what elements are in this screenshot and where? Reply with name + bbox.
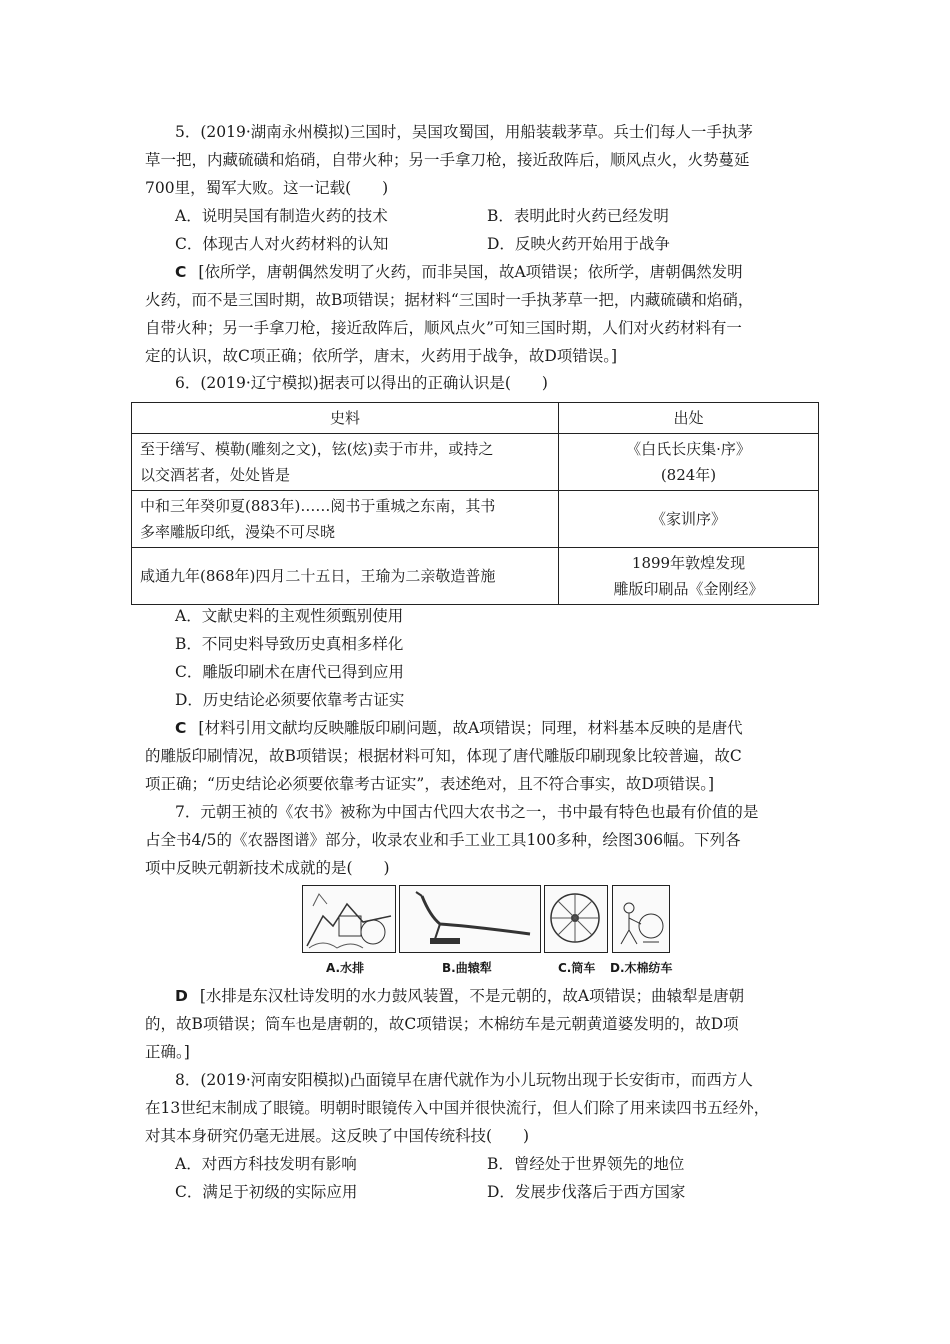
farm-tools-figure — [302, 885, 673, 977]
q5-explanation-line-1: C [依所学，唐朝偶然发明了火药，而非吴国，故A项错误；依所学，唐朝偶然发明 — [175, 263, 743, 281]
q5-option-b: B．表明此时火药已经发明 — [487, 207, 669, 225]
table-header-row — [132, 403, 819, 434]
table-header-origin: 出处 — [559, 403, 819, 434]
q8-stem-line-2: 在13世纪末制成了眼镜。明朝时眼镜传入中国并很快流行，但人们除了用来读四书五经外， — [145, 1099, 770, 1117]
table-cell-source: 《白氏长庆集·序》 (824年) — [559, 434, 819, 491]
q5-stem-line-1: 5．(2019·湖南永州模拟)三国时，吴国攻蜀国，用船装载茅草。兵士们每人一手执茅 — [175, 123, 753, 141]
q5-option-d: D．反映火药开始用于战争 — [487, 235, 670, 253]
q7-stem-line-1: 7．元朝王祯的《农书》被称为中国古代四大农书之一，书中最有特色也最有价值的是 — [175, 803, 759, 821]
tube-wheel-illustration — [544, 885, 608, 953]
figure-caption-d: D.木棉纺车 — [610, 961, 673, 975]
q5-explanation-line-4: 定的认识，故C项正确；依所学，唐末，火药用于战争，故D项错误。] — [145, 347, 618, 365]
table-row — [132, 434, 819, 491]
figure-caption-a: A.水排 — [326, 961, 365, 975]
table-row — [132, 491, 819, 548]
q6-option-c: C．雕版印刷术在唐代已得到应用 — [175, 663, 404, 681]
table-cell-text: 咸通九年(868年)四月二十五日，王瑜为二亲敬造普施 — [132, 548, 559, 605]
q5-stem-line-2: 草一把，内藏硫磺和焰硝，自带火种；另一手拿刀枪，接近敌阵后，顺风点火，火势蔓延 — [145, 151, 750, 169]
table-row — [132, 548, 819, 605]
q7-stem-line-2: 占全书4/5的《农器图谱》部分，收录农业和手工业工具100多种，绘图306幅。下列各 — [145, 831, 741, 849]
q8-stem-line-3: 对其本身研究仍毫无进展。这反映了中国传统科技( ) — [145, 1127, 530, 1145]
q8-stem-line-1: 8．(2019·河南安阳模拟)凸面镜早在唐代就作为小儿玩物出现于长安街市，而西方人 — [175, 1071, 753, 1089]
q5-answer: C — [175, 263, 187, 281]
cotton-spinning-wheel-illustration — [612, 885, 670, 953]
table-cell-text: 中和三年癸卯夏(883年)……阅书于重城之东南，其书 多率雕版印纸，漫染不可尽晓 — [132, 491, 559, 548]
q5-option-c: C．体现古人对火药材料的认知 — [175, 235, 389, 253]
q8-option-d: D．发展步伐落后于西方国家 — [487, 1183, 686, 1201]
q6-answer: C — [175, 719, 187, 737]
q6-option-a: A．文献史料的主观性须甄别使用 — [175, 607, 404, 625]
q5-option-a: A．说明吴国有制造火药的技术 — [175, 207, 388, 225]
q8-option-a: A．对西方科技发明有影响 — [175, 1155, 357, 1173]
table-header-source: 史料 — [132, 403, 559, 434]
figure-caption-b: B.曲辕犁 — [442, 961, 492, 975]
q6-option-d: D．历史结论必须要依靠考古证实 — [175, 691, 405, 709]
curved-plough-illustration — [399, 885, 541, 953]
q7-explanation-line-2: 的，故B项错误；筒车也是唐朝的，故C项错误；木棉纺车是元朝黄道婆发明的，故D项 — [145, 1015, 739, 1033]
q5-explanation-line-2: 火药，而不是三国时期，故B项错误；据材料“三国时一手执茅草一把，内藏硫磺和焰硝， — [145, 291, 754, 309]
figure-caption-c: C.筒车 — [558, 961, 596, 975]
water-bellows-illustration — [302, 885, 396, 953]
q7-stem-line-3: 项中反映元朝新技术成就的是( ) — [145, 859, 390, 877]
q7-explanation-line-3: 正确。] — [145, 1043, 190, 1061]
q8-option-b: B．曾经处于世界领先的地位 — [487, 1155, 685, 1173]
table-cell-source: 《家训序》 — [559, 491, 819, 548]
q8-option-c: C．满足于初级的实际应用 — [175, 1183, 358, 1201]
table-cell-source: 1899年敦煌发现 雕版印刷品《金刚经》 — [559, 548, 819, 605]
table-cell-text: 至于缮写、模勒(雕刻之文)，铉(炫)卖于市井，或持之 以交酒茗者，处处皆是 — [132, 434, 559, 491]
q7-answer: D — [175, 987, 188, 1005]
q5-explanation-line-3: 自带火种；另一手拿刀枪，接近敌阵后，顺风点火”可知三国时期，人们对火药材料有一 — [145, 319, 742, 337]
q6-explanation-line-3: 项正确；“历史结论必须要依靠考古证实”，表述绝对，且不符合事实，故D项错误。] — [145, 775, 715, 793]
q6-option-b: B．不同史料导致历史真相多样化 — [175, 635, 404, 653]
q6-stem: 6．(2019·辽宁模拟)据表可以得出的正确认识是( ) — [175, 374, 548, 392]
q7-explanation-line-1: D [水排是东汉杜诗发明的水力鼓风装置，不是元朝的，故A项错误；曲辕犁是唐朝 — [175, 987, 745, 1005]
q5-stem-line-3: 700里，蜀军大败。这一记载( ) — [145, 179, 389, 197]
q6-explanation-line-2: 的雕版印刷情况，故B项错误；根据材料可知，体现了唐代雕版印刷现象比较普遍，故C — [145, 747, 742, 765]
q6-explanation-line-1: C [材料引用文献均反映雕版印刷问题，故A项错误；同理，材料基本反映的是唐代 — [175, 719, 743, 737]
q6-source-table — [131, 402, 819, 605]
